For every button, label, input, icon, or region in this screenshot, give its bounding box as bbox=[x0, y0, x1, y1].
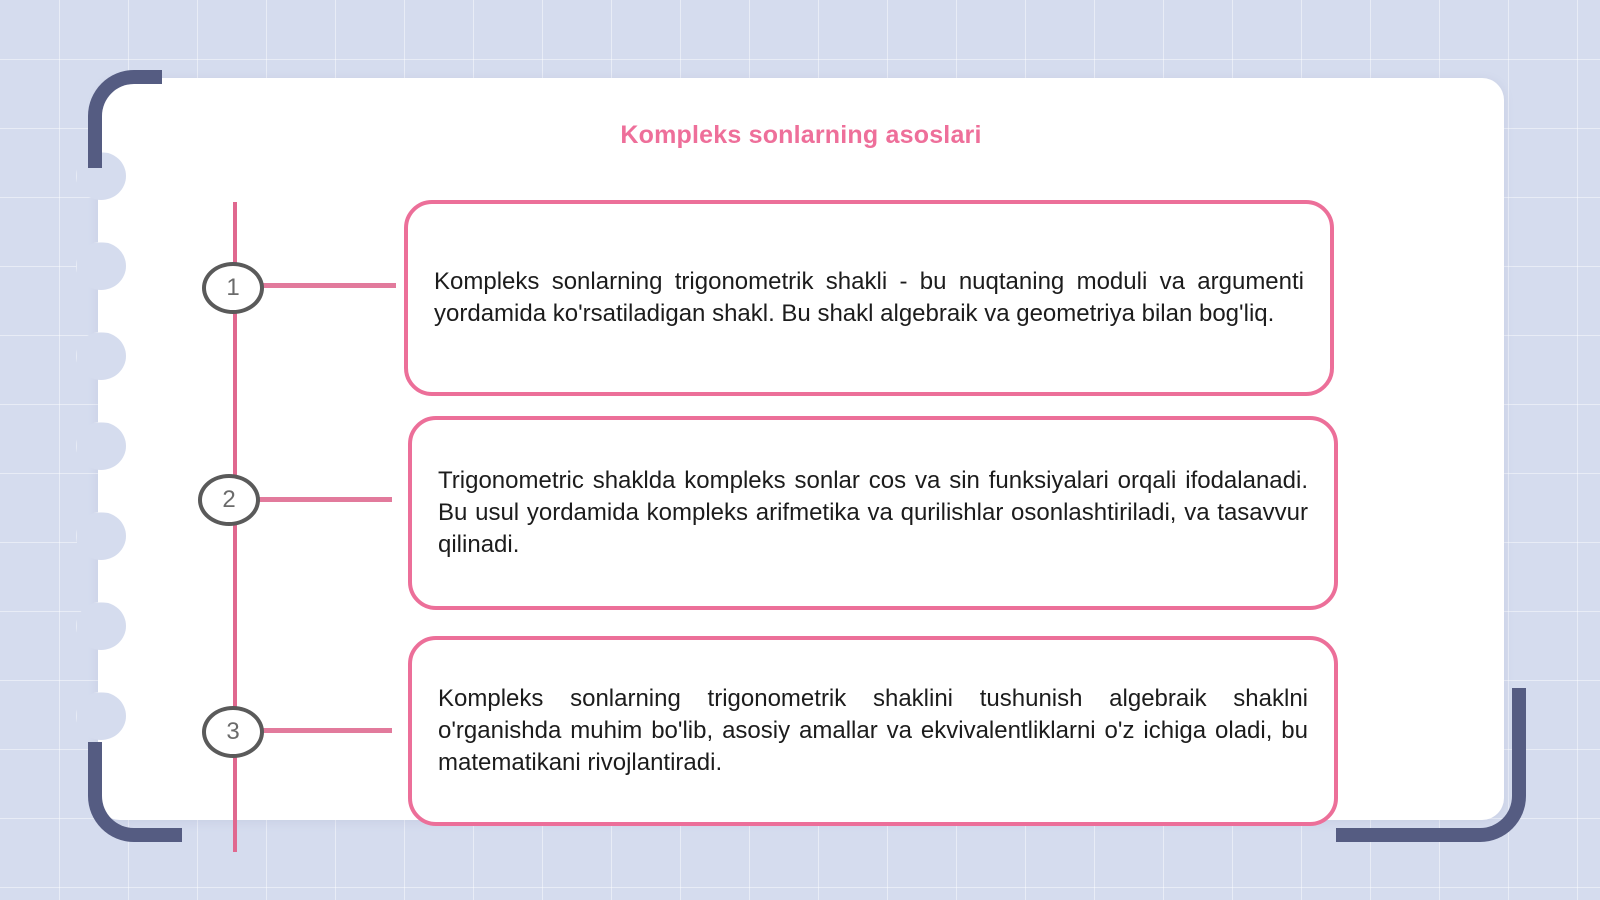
paper-notch bbox=[76, 512, 126, 560]
paper-notch bbox=[76, 692, 126, 740]
info-card bbox=[404, 200, 1334, 396]
paper-notch bbox=[76, 242, 126, 290]
info-card-text: Kompleks sonlarning trigonometrik shaklini tushunish algebraik shaklni o'rganishda muhim bo'lib, asosiy amallar va ekvivalentliklarni o'z ichiga oladi, bu matematikani rivojlantiradi. bbox=[438, 685, 1308, 776]
info-card bbox=[408, 416, 1338, 610]
step-number-badge: 2 bbox=[198, 474, 260, 526]
paper-notch bbox=[76, 422, 126, 470]
corner-bracket-bottom-right bbox=[1336, 688, 1526, 842]
paper-notch bbox=[76, 332, 126, 380]
paper-notch bbox=[76, 602, 126, 650]
slide-title: Kompleks sonlarning asoslari bbox=[620, 121, 982, 149]
corner-bracket-top-left bbox=[88, 70, 162, 168]
timeline-connector bbox=[262, 728, 392, 733]
timeline-connector bbox=[258, 497, 392, 502]
step-number-badge: 1 bbox=[202, 262, 264, 314]
info-card bbox=[408, 636, 1338, 826]
corner-bracket-bottom-left bbox=[88, 742, 182, 842]
info-card-text: Trigonometric shaklda kompleks sonlar cos va sin funksiyalari orqali ifodalanadi. Bu usul yordamida kompleks arifmetika va qurilishlar osonlashtiriladi, va tasavvur qilinadi. bbox=[438, 467, 1308, 558]
timeline-connector bbox=[262, 283, 396, 288]
info-card-text: Kompleks sonlarning trigonometrik shakli - bu nuqtaning moduli va argumenti yordamida ko'rsatiladigan shakl. Bu shakl algebraik va geometriya bilan bog'liq. bbox=[434, 268, 1304, 327]
step-number-badge: 3 bbox=[202, 706, 264, 758]
